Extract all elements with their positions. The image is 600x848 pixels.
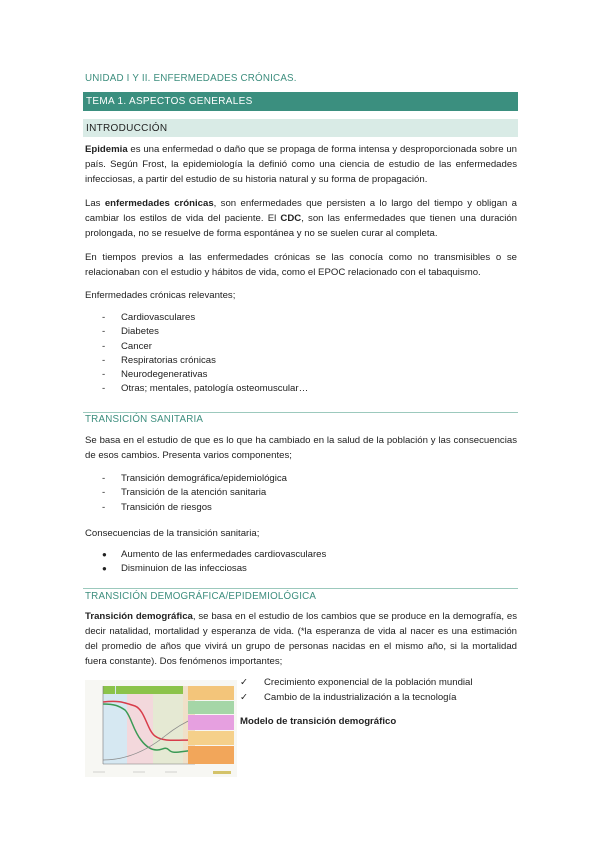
list-item	[240, 691, 473, 706]
dash-marker: -	[102, 354, 106, 366]
intro-heading-bar	[83, 119, 518, 137]
chronic-diseases-list	[102, 311, 308, 397]
list-item	[102, 472, 287, 486]
list-item	[102, 501, 287, 515]
list-item	[102, 354, 308, 368]
bullet-marker: ●	[102, 550, 107, 559]
list-item-label: Crecimiento exponencial de la población mundial	[264, 677, 473, 688]
demographic-transition-graphic	[85, 680, 237, 777]
demographic-transition-model-image	[85, 680, 237, 777]
dash-marker: -	[102, 487, 106, 499]
chronic-definition-paragraph	[85, 196, 517, 241]
dash-marker: -	[102, 340, 106, 352]
list-item	[102, 562, 326, 576]
list-item	[102, 311, 308, 325]
model-title: Modelo de transición demográfico	[240, 716, 397, 727]
tema-heading-bar	[83, 92, 518, 111]
intro-heading: INTRODUCCIÓN	[86, 123, 168, 134]
dash-marker: -	[102, 312, 106, 323]
list-item-label: Cancer	[121, 340, 152, 352]
chronic-text-b: , son enfermedades que persisten a lo largo del tiempo y obligan a cambiar los estilos de vida del paciente. El	[85, 198, 517, 224]
consequences-intro: Consecuencias de la transición sanitaria;	[85, 528, 260, 539]
list-item	[102, 382, 308, 396]
list-item-label: Respiratorias crónicas	[121, 354, 216, 366]
relevant-diseases-intro: Enfermedades crónicas relevantes;	[85, 290, 236, 301]
cdc-term: CDC	[280, 213, 302, 224]
list-item-label: Transición de riesgos	[121, 501, 212, 513]
list-item-label: Otras; mentales, patología osteomuscular…	[121, 383, 309, 395]
epidemia-term: Epidemia	[85, 144, 128, 155]
list-item-label: Transición demográfica/epidemiológica	[121, 473, 288, 484]
list-item	[102, 368, 308, 382]
transicion-sanitaria-paragraph: Se basa en el estudio de que es lo que ha cambiado en la salud de la población y las consecuencias de esos cambios. Presenta varios componentes;	[85, 435, 517, 461]
tema-heading: TEMA 1. ASPECTOS GENERALES	[86, 96, 253, 107]
section-title-transicion-demografica: TRANSICIÓN DEMOGRÁFICA/EPIDEMIOLÓGICA	[85, 591, 317, 602]
list-item-label: Cambio de la industrialización a la tecnología	[264, 691, 457, 703]
section-title-transicion-sanitaria: TRANSICIÓN SANITARIA	[85, 414, 204, 425]
phenomena-list	[240, 676, 473, 705]
history-paragraph: En tiempos previos a las enfermedades crónicas se las conocía como no transmisibles o se relacionaban con el estudio y hábitos de vida, como el EPOC relacionado con el tabaquismo.	[85, 252, 517, 278]
dash-marker: -	[102, 369, 106, 381]
transicion-demografica-text: , se basa en el estudio de los cambios que se produce en la demografía, es decir natalidad, mortalidad y esperanza de vida. (*la esperanza de vida al nacer es una estimación del promedio de años que vivirá un grupo de personas nacidas en el mismo año, si la mortalidad fuera constante). Dos fenómenos importantes;	[85, 611, 518, 667]
epidemia-text: es una enfermedad o daño que se propaga de forma intensa y desproporcionada sobre un país. Según Frost, la epidemiología la definió como una ciencia de estudio de las enfermedades infecciosas, a partir del estudio de su historia natural y su forma de propagación.	[85, 144, 517, 185]
transicion-demografica-term: Transición demográfica	[85, 611, 193, 622]
list-item	[102, 548, 326, 562]
dash-marker: -	[102, 326, 106, 338]
section-divider	[83, 412, 518, 413]
dash-marker: -	[102, 383, 106, 395]
bullet-marker: ●	[102, 564, 107, 574]
list-item-label: Aumento de las enfermedades cardiovasculares	[121, 549, 327, 560]
list-item	[240, 676, 473, 691]
checkmark-icon: ✓	[240, 677, 249, 688]
chronic-text-a: Las	[85, 198, 105, 209]
unit-title: UNIDAD I Y II. ENFERMEDADES CRÓNICAS.	[85, 73, 297, 84]
dash-marker: -	[102, 501, 106, 513]
list-item-label: Diabetes	[121, 326, 159, 338]
checkmark-icon: ✓	[240, 691, 249, 703]
list-item-label: Transición de la atención sanitaria	[121, 487, 267, 499]
list-item-label: Disminuion de las infecciosas	[121, 563, 247, 575]
transicion-demografica-paragraph	[85, 609, 517, 669]
components-list	[102, 472, 287, 515]
chronic-term: enfermedades crónicas	[104, 198, 214, 209]
list-item	[102, 486, 287, 500]
list-item-label: Cardiovasculares	[121, 312, 196, 323]
dash-marker: -	[102, 473, 106, 484]
section-divider	[83, 588, 518, 589]
epidemia-paragraph	[85, 142, 517, 187]
consequences-list	[102, 548, 326, 577]
list-item-label: Neurodegenerativas	[121, 369, 208, 381]
chronic-text-c: , son las enfermedades que tienen una duración prolongada, no se resuelve de forma espontánea y no se suelen curar al completa.	[85, 213, 518, 239]
list-item	[102, 340, 308, 354]
list-item	[102, 325, 308, 339]
